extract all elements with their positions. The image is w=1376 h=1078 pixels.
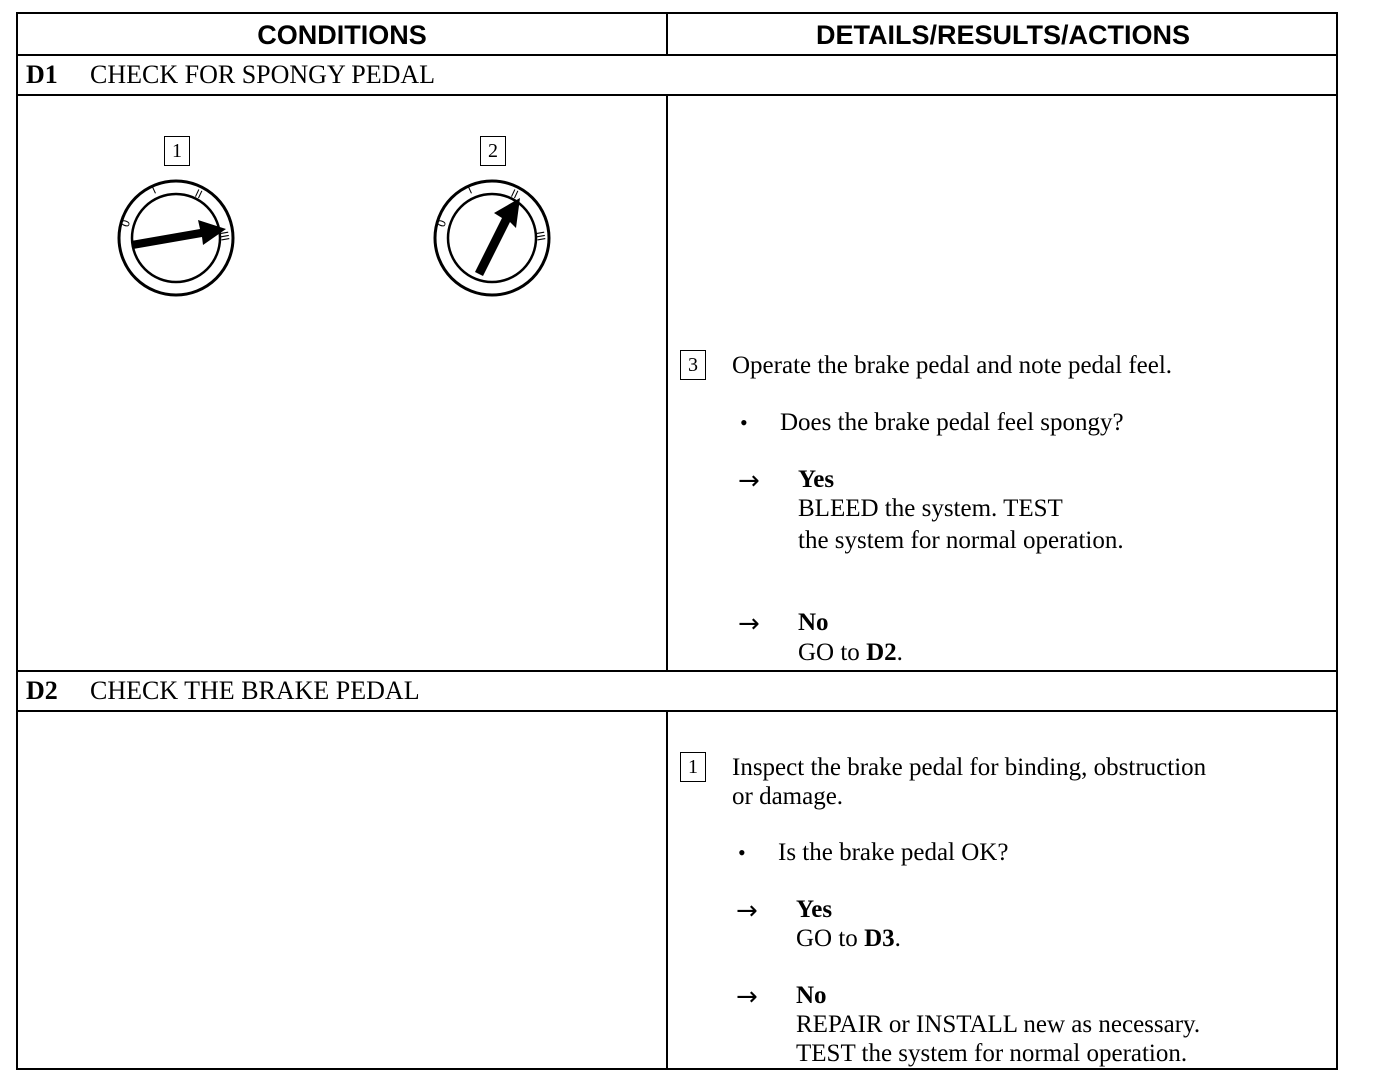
dial1-mark-1: I [149,183,159,197]
dial1-mark-2: II [192,186,205,202]
dial2-mark-2: II [508,186,521,202]
ignition-switch-position-run-icon [114,176,238,300]
d1-no-text: GO to D2. [798,639,903,666]
table-header [18,14,1336,56]
d1-no-label: No [798,609,829,636]
d1-column-divider [666,96,668,672]
d2-step-1-box: 1 [680,752,706,782]
step-d1-code: D1 [26,60,58,89]
step-d2-code: D2 [26,676,58,705]
d1-question: Does the brake pedal feel spongy? [780,409,1124,436]
d2-yes-label: Yes [796,896,833,923]
d1-step-3-text: Operate the brake pedal and note pedal feel. [732,352,1173,379]
d2-no-label: No [796,982,827,1009]
step-d2-title-row [18,672,1336,712]
d2-step-1-line-2: or damage. [732,783,844,810]
dial2-mark-1: I [465,183,475,197]
dial1-mark-0: 0 [118,218,134,230]
d1-yes-line-2: the system for normal operation. [798,527,1124,554]
ignition-step-2-box: 2 [480,136,506,166]
dial1-mark-3: III [217,230,232,243]
d2-yes-text: GO to D3. [796,925,901,952]
d2-no-arrow-icon: → [736,982,758,1012]
d2-no-line-1: REPAIR or INSTALL new as necessary. [796,1011,1201,1038]
step-d1-title-row [18,56,1336,96]
details-header: DETAILS/RESULTS/ACTIONS [815,20,1190,50]
d1-yes-line-1: BLEED the system. TEST [798,495,1063,522]
d2-column-divider [666,712,668,1068]
d2-yes-ref: D3 [864,925,895,952]
d1-yes-label: Yes [798,466,835,493]
conditions-header: CONDITIONS [18,14,668,54]
dial2-mark-0: 0 [434,218,450,230]
diagnostic-table [16,12,1338,1070]
d2-yes-arrow-icon: → [736,896,758,926]
d2-no-line-2: TEST the system for normal operation. [796,1040,1188,1067]
step-d2-title: CHECK THE BRAKE PEDAL [90,676,420,705]
d2-step-1-line-1: Inspect the brake pedal for binding, obstruction [732,754,1207,781]
ignition-switch-position-on-icon [430,176,554,300]
d1-step-3-box: 3 [680,350,706,380]
d1-yes-arrow-icon: → [738,466,760,496]
ignition-step-1-box: 1 [164,136,190,166]
d2-question: Is the brake pedal OK? [778,839,1009,866]
d1-no-ref: D2 [866,639,897,666]
d2-question-bullet: • [738,840,746,865]
step-d1-title: CHECK FOR SPONGY PEDAL [90,60,436,89]
d1-no-arrow-icon: → [738,609,760,639]
dial2-mark-3: III [533,230,548,243]
d1-question-bullet: • [740,410,748,435]
